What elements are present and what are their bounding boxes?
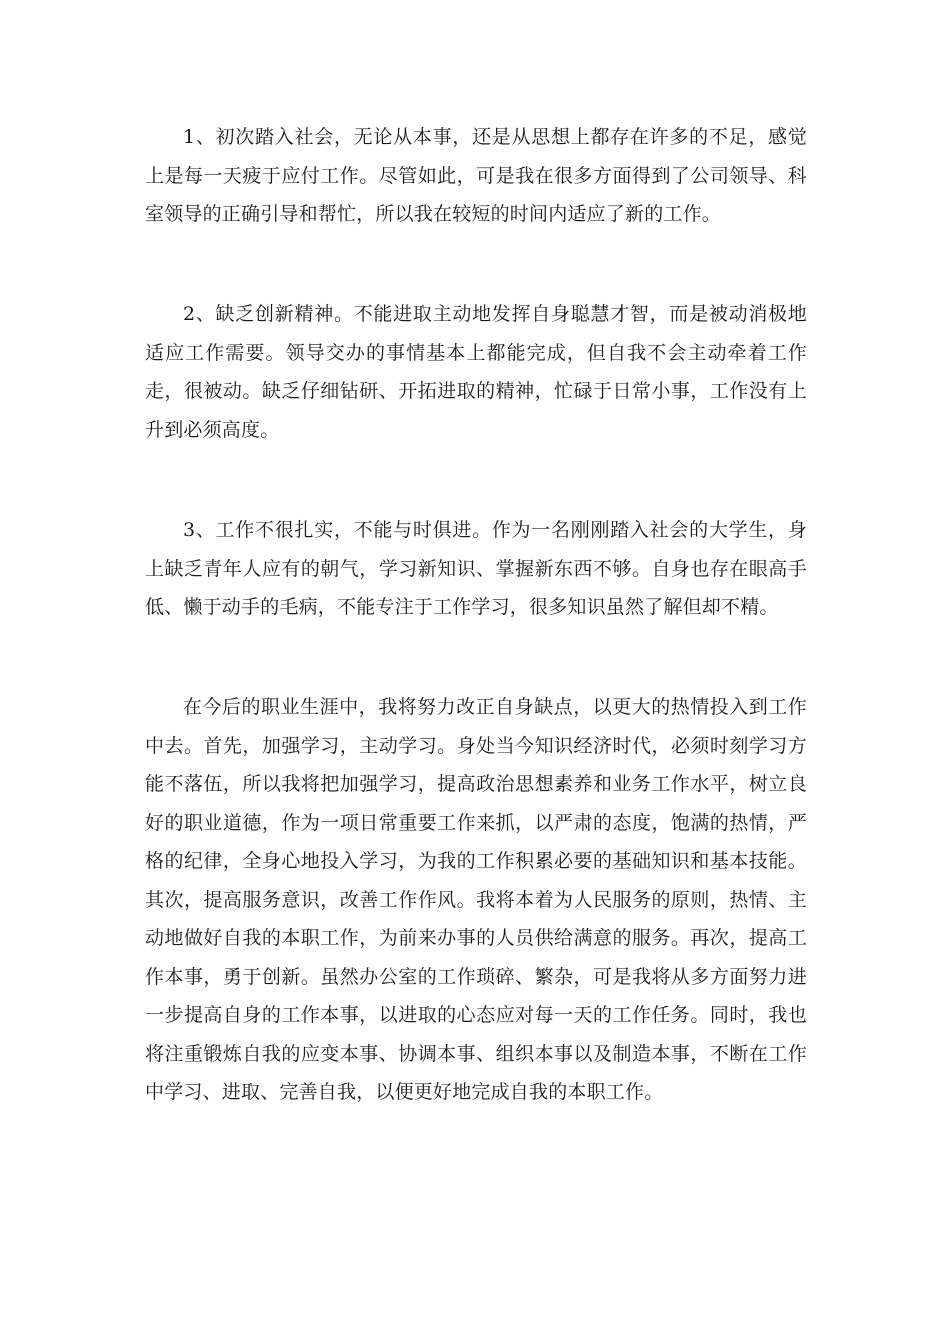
- paragraph-1: 1、初次踏入社会，无论从本事，还是从思想上都存在许多的不足，感觉上是每一天疲于应付工作。尽管如此，可是我在很多方面得到了公司领导、科室领导的正确引导和帮忙，所以我在较短的时间内适应了新的工作。: [145, 126, 807, 225]
- paragraph-3: 3、工作不很扎实，不能与时俱进。作为一名刚刚踏入社会的大学生，身上缺乏青年人应有的朝气，学习新知识、掌握新东西不够。自身也存在眼高手低、懒于动手的毛病，不能专注于工作学习，很多知识虽然了解但却不精。: [145, 519, 807, 618]
- paragraph-4: 在今后的职业生涯中，我将努力改正自身缺点，以更大的热情投入到工作中去。首先，加强学习，主动学习。身处当今知识经济时代，必须时刻学习方能不落伍，所以我将把加强学习，提高政治思想素养和业务工作水平，树立良好的职业道德，作为一项日常重要工作来抓，以严肃的态度，饱满的热情，严格的纪律，全身心地投入学习，为我的工作积累必要的基础知识和基本技能。其次，提高服务意识，改善工作作风。我将本着为人民服务的原则，热情、主动地做好自我的本职工作，为前来办事的人员供给满意的服务。再次，提高工作本事，勇于创新。虽然办公室的工作琐碎、繁杂，可是我将从多方面努力进一步提高自身的工作本事，以进取的心态应对每一天的工作任务。同时，我也将注重锻炼自我的应变本事、协调本事、组织本事以及制造本事，不断在工作中学习、进取、完善自我，以便更好地完成自我的本职工作。: [145, 696, 807, 1103]
- paragraph-2: 2、缺乏创新精神。不能进取主动地发挥自身聪慧才智，而是被动消极地适应工作需要。领导交办的事情基本上都能完成，但自我不会主动牵着工作走，很被动。缺乏仔细钻研、开拓进取的精神，忙碌于日常小事，工作没有上升到必须高度。: [145, 303, 807, 441]
